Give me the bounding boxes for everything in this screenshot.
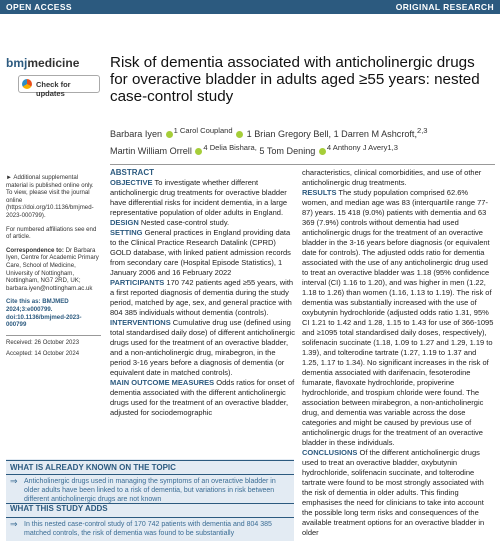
correspondence-label: Correspondence to: [6,246,64,254]
author[interactable]: 4 Delia Bishara, [203,143,257,153]
objective-text: To investigate whether different anticholinergic drug treatments for overactive bladder have differential risks for incident dementia, in a large representative population of older adults in England. [110,178,288,217]
main-outcomes-label: MAIN OUTCOME MEASURES [110,378,215,387]
results-label: RESULTS [302,188,337,197]
abstract-main-outcomes [110,378,295,418]
logo-suffix: medicine [27,56,80,70]
correspondence-text[interactable]: Dr Barbara Iyen, Centre for Academic Primary Care, School of Medicine, University of Nottingham, Nottingham, NG7 2RD, UK; barbara.iyen@nottingham.ac.uk [6,246,99,292]
abstract-heading: ABSTRACT [110,168,154,177]
abstract-objective [110,178,295,218]
author-list [110,124,495,158]
abstract-conclusions [302,448,494,538]
arrow-right-icon: ⇒ [10,476,18,486]
design-text: Nested case-control study. [140,218,230,227]
author[interactable]: Martin William Orrell [110,146,192,157]
correspondence [6,247,101,293]
author[interactable]: 4 Anthony J Avery [326,143,388,153]
logo-prefix: bmj [6,56,28,70]
interventions-label: INTERVENTIONS [110,318,171,327]
sidebar-divider [6,335,101,336]
cite-label: Cite this as: [6,298,41,306]
check-for-updates-icon [22,79,32,89]
check-for-updates-label: Check for updates [36,80,71,98]
affiliation-number: 2,3 [416,126,428,135]
received-date: Received: 26 October 2023 [6,339,80,346]
summary-box [6,459,294,541]
adds-text: In this nested case-control study of 170 742 patients with dementia and 804 385 matched controls, the risk of dementia was found to be substantially [24,521,272,537]
citation[interactable] [6,298,101,328]
article-sidebar [6,174,101,359]
abstract-column-1 [110,168,295,418]
abstract-setting [110,228,295,278]
abstract-column-2 [302,168,494,538]
accepted-date: Accepted: 14 October 2024 [6,351,80,358]
supplement-note[interactable]: ► Additional supplemental material is published online only. To view, please visit the journal online (https://doi.org/10.1136/bmjmed-2023-000799). [6,174,94,219]
author[interactable]: 1 Darren M Ashcroft, [333,129,417,140]
results-text: The study population comprised 62.6% women, and median age was 83 (interquartile range 77-87) years. 15 418 (9.0%) patients with dementia and 63 369 (7.9%) controls without dementia had used anticholinergic drugs for the treatment of an overactive bladder in the 3-16 years before diagnosis (or equivalent date for controls). The adjusted odds ratio for dementia associated with the use of any anticholinergic drug used to treat an overactive bladder was 1.18 (95% confidence interval (CI) 1.16 to 1.20), and was higher in men (1.22, 1.18 to 1.26) than women (1.16, 1.13 to 1.19). The risk of dementia was substantially increased with the use of oxybutynin hydrochloride (adjusted odds ratio 1.31, 95% CI 1.21 to 1.42 and 1.28, 1.15 to 1.43 for use of 366-1095 and ≥1095 total standardised daily doses, respectively), solifenacin succinate (1.18, 1.09 to 1.27 and 1.29, 1.19 to 1.39), and tolterodine tartrate (1.27, 1.19 to 1.37 and 1.25, 1.17 to 1.34). No significant increases in the risk of dementia associated with darifenacin, fesoterodine fumarate, flavoxate hydrochloride, propiverine hydrochloride, and trospium chloride were found. The association between mirabegron, a non-anticholinergic drug, and dementia was variable across the dose categories and might be caused by previous use of anticholinergic drugs for the treatment of an overactive bladder in these individuals. [302,188,494,447]
abstract-results [302,188,494,448]
abstract-participants [110,278,295,318]
open-access-label: OPEN ACCESS [6,2,72,12]
participants-label: PARTICIPANTS [110,278,165,287]
interventions-text: Cumulative drug use (defined using total standardised daily dose) of different anticholinergic drugs used for the treatment of an overactive bladder, and a non-anticholinergic drug, mirabegron, in the period 3-16 years before a diagnosis of dementia (or equivalent date in matched controls). [110,318,295,377]
box-divider [6,474,294,475]
orcid-icon[interactable] [195,148,202,155]
author[interactable]: 5 Tom Dening [259,146,316,157]
article-title: Risk of dementia associated with anticholinergic drugs for overactive bladder in adults aged ≥55 years: nested case-control study [110,54,480,105]
abstract-continuation: characteristics, clinical comorbidities, and use of other anticholinergic drug treatments. [302,168,482,187]
author[interactable]: 1 Carol Coupland [173,126,233,135]
orcid-icon[interactable] [236,131,243,138]
affiliations-note: For numbered affiliations see end of article. [6,225,97,241]
affiliation-number: 1,3 [387,143,398,153]
cite-text[interactable]: BMJMED 2024;3:e000799. doi:10.1136/bmjmed-2023-000799 [6,298,82,329]
title-divider [110,164,495,165]
conclusions-label: CONCLUSIONS [302,448,358,457]
participants-text: 170 742 patients aged ≥55 years, with a first reported diagnosis of dementia during the study period, matched by age, sex, and general practice with 804 385 individuals without dementia (controls). [110,278,294,317]
conclusions-text: Of the different anticholinergic drugs used to treat an overactive bladder, oxybutynin hydrochloride, solifenacin succinate, and tolterodine tartrate were found to be most strongly associated with the risk of dementia in older adults. This finding emphasises the need for clinicians to take into account the possible long term risks and consequences of the available treatment options for an overactive bladder in older [302,448,485,537]
main-outcomes-text: Odds ratios for onset of dementia associated with the different anticholinergic drugs used for the treatment of an overactive bladder, adjusted for sociodemographic [110,378,295,417]
known-text: Anticholinergic drugs used in managing the symptoms of an overactive bladder in older adults have been linked to a risk of dementia, but variations in risk between different anticholinergic drugs are not known [24,478,276,503]
abstract-interventions [110,318,295,378]
author[interactable]: Barbara Iyen [110,129,163,140]
known-heading: WHAT IS ALREADY KNOWN ON THE TOPIC [10,463,176,472]
setting-text: General practices in England providing data to the Clinical Practice Research Datalink (CPRD) GOLD database, with linked patient admission records from secondary care (Hospital Episode Statistics), 1 January 2006 and 16 February 2022 [110,228,291,277]
orcid-icon[interactable] [319,148,326,155]
top-banner [0,0,500,14]
abstract-design [110,218,295,228]
orcid-icon[interactable] [166,131,173,138]
design-label: DESIGN [110,218,139,227]
arrow-right-icon: ⇒ [10,519,18,529]
check-for-updates-button[interactable] [18,75,100,98]
author[interactable]: 1 Brian Gregory Bell, [246,129,332,140]
setting-label: SETTING [110,228,143,237]
box-divider [6,517,294,518]
adds-heading: WHAT THIS STUDY ADDS [10,504,108,513]
section-label: ORIGINAL RESEARCH [395,2,494,12]
objective-label: OBJECTIVE [110,178,153,187]
journal-logo[interactable] [6,56,79,70]
